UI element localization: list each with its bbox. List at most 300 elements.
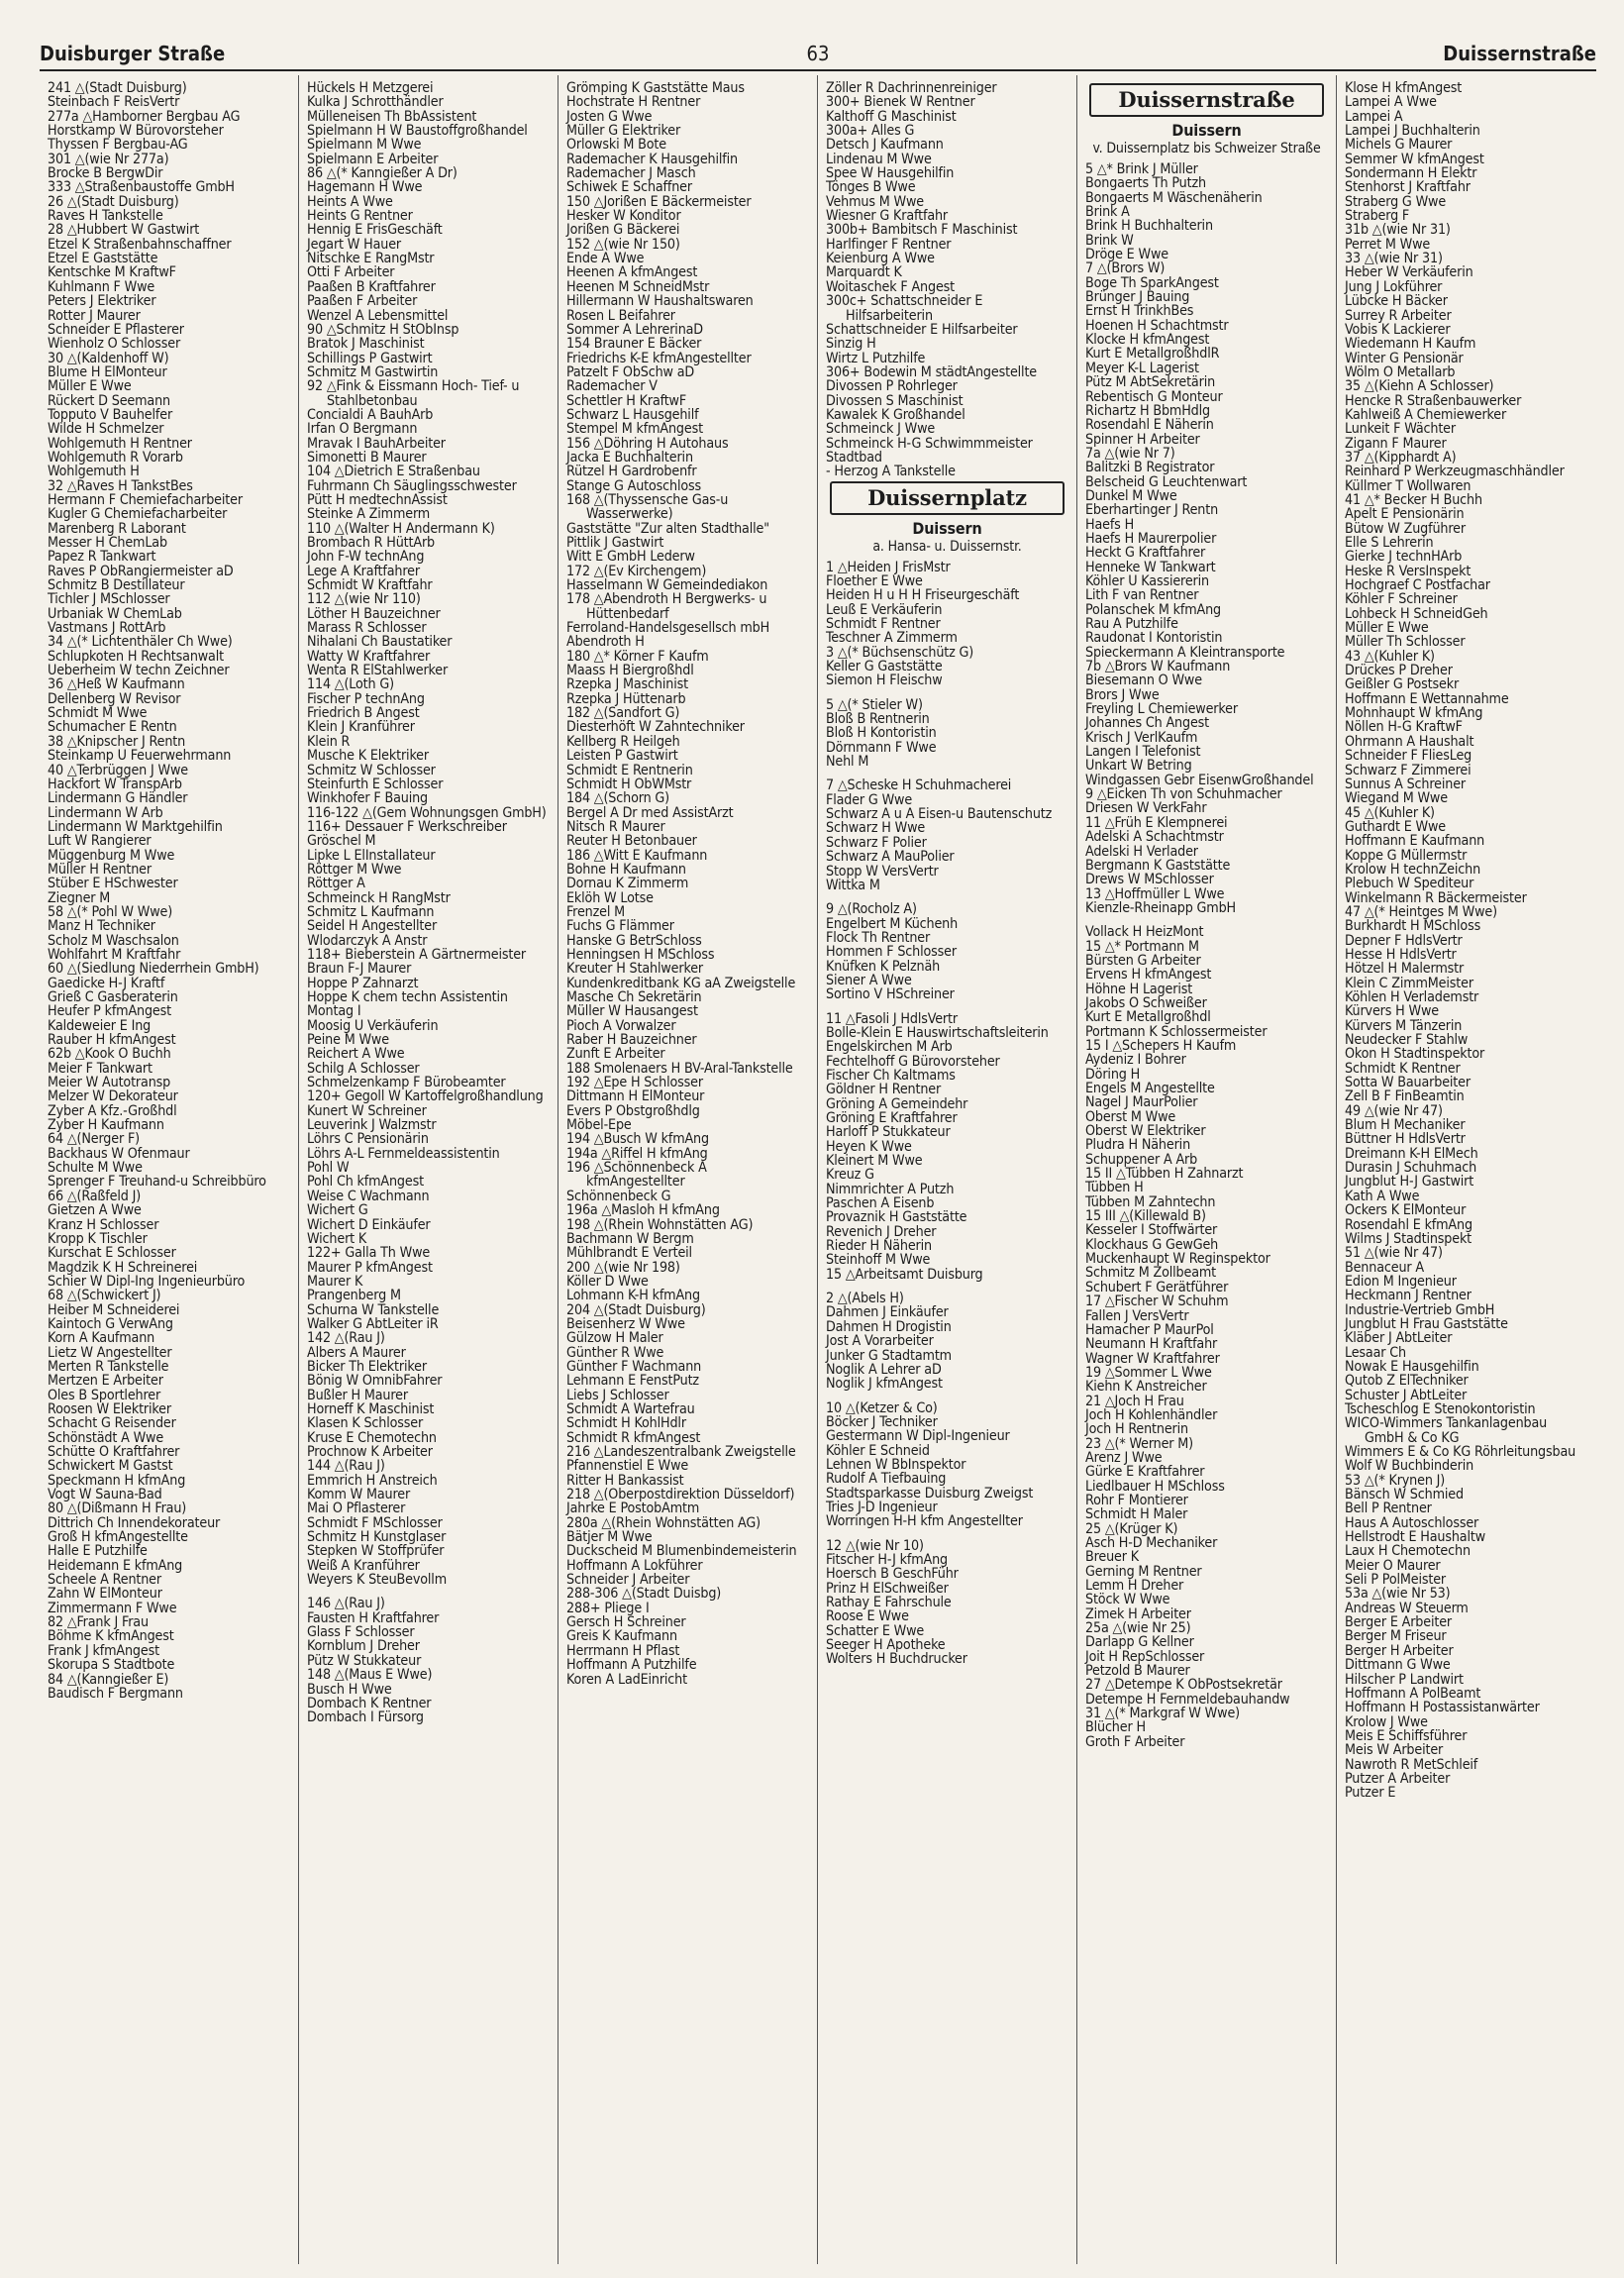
directory-entry: Guthardt E Wwe [1345,818,1446,835]
directory-entry: 301 △(wie Nr 277a) [48,151,169,167]
directory-entry: 32 △Raves H TankstBes [48,477,193,494]
directory-entry: Revenich J Dreher [826,1223,937,1240]
column-6 [1337,75,1596,2264]
directory-entry: Klein C ZimmMeister [1345,975,1473,991]
directory-entry: Fuhrmann Ch Säuglingsschwester [307,477,517,494]
directory-entry: Kawalek K Großhandel [826,406,965,423]
directory-entry: Blum H Mechaniker [1345,1117,1466,1134]
directory-entry: Stopp W VersVertr [826,863,939,880]
directory-entry: Vogt W Sauna-Bad [48,1487,162,1503]
directory-entry: Topputo V Bauhelfer [48,406,173,423]
street-route: a. Hansa- u. Duissernstr. [872,538,1022,555]
directory-entry: 7 △(Brors W) [1085,260,1166,277]
directory-entry: Kiehn K Anstreicher [1085,1379,1207,1396]
directory-entry: Frenzel M [566,903,626,920]
directory-entry: Hamacher P MaurPol [1085,1321,1214,1338]
directory-entry: Belscheid G Leuchtenwart [1085,473,1248,490]
directory-entry: Hasselmann W Gemeindediakon [566,577,768,594]
directory-entry: Boge Th SparkAngest [1085,274,1219,291]
directory-entry: 144 △(Rau J) [307,1458,385,1475]
directory-entry: Jahrke E PostobAmtm [566,1501,700,1517]
directory-entry: Kunert W Schreiner [307,1102,427,1119]
directory-entry: Wienholz O Schlosser [48,336,181,353]
directory-entry: Lietz W Angestellter [48,1344,172,1361]
directory-entry: Wiesner G Kraftfahr [826,208,949,225]
directory-entry: Flock Th Rentner [826,929,931,946]
directory-entry: 31b △(wie Nr 31) [1345,222,1451,239]
directory-entry: Heckt G Kraftfahrer [1085,545,1206,562]
directory-entry: Oles B Sportlehrer [48,1387,161,1403]
directory-entry: 58 △(* Pohl W Wwe) [48,903,173,920]
directory-entry: Heber W Verkäuferin [1345,264,1473,281]
directory-entry: Hackfort W TranspArb [48,776,182,792]
directory-entry: Lege A Kraftfahrer [307,563,420,579]
directory-entry: Ohrmann A Haushalt [1345,733,1474,750]
directory-entry: Nawroth R MetSchleif [1345,1756,1478,1773]
directory-entry: Koren A LadEinricht [566,1671,687,1688]
directory-entry: Wohlgemuth H [48,464,140,480]
directory-entry: Hoffmann A Putzhilfe [566,1657,697,1674]
column-1 [40,75,299,2264]
directory-entry: Michels G Maurer [1345,137,1453,154]
directory-entry: Steinfurth E Schlosser [307,776,444,792]
directory-entry: Wölm O Metallarb [1345,363,1456,380]
directory-entry: Hötzel H Malermstr [1345,961,1465,978]
directory-entry: Schmidt F Rentner [826,616,941,632]
directory-entry: Grömping K Gaststätte Maus [566,80,745,96]
directory-entry: Roose E Wwe [826,1608,909,1625]
directory-entry: Messer H ChemLab [48,535,167,551]
directory-entry: 168 △(Thyssensche Gas-u Wasserwerke) [566,491,729,523]
directory-entry: Mravak I BauhArbeiter [307,435,446,452]
directory-entry: Wolters H Buchdrucker [826,1651,967,1668]
directory-entry: Berger H Arbeiter [1345,1642,1454,1659]
directory-entry: Straberg F [1345,208,1410,225]
directory-entry: 12 △(wie Nr 10) [826,1537,924,1554]
directory-entry: Bratok J Maschinist [307,336,425,353]
directory-entry: Spielmann M Wwe [307,137,422,154]
directory-entry: Keienburg A Wwe [826,251,935,267]
directory-entry: Seeger H Apotheke [826,1637,946,1654]
directory-entry: Schuppener A Arb [1085,1151,1198,1168]
directory-entry: Jungblut H Frau Gaststätte [1345,1315,1508,1332]
directory-entry: 122+ Galla Th Wwe [307,1245,431,1262]
directory-entry: Weiß A Kranführer [307,1557,420,1574]
directory-entry: Rademacher V [566,378,658,395]
directory-entry: Lampei A [1345,108,1403,125]
directory-entry: Friedrichs K-E kfmAngestellter [566,350,752,366]
directory-entry: Ueberheim W techn Zeichner [48,663,230,679]
directory-entry: Meyer K-L Lagerist [1085,360,1199,376]
directory-entry: Biesemann O Wwe [1085,673,1202,689]
directory-entry: Weyers K SteuBevollm [307,1572,447,1589]
directory-entry: Bloß H Kontoristin [826,725,937,742]
directory-entry: Ervens H kfmAngest [1085,967,1212,984]
directory-entry: Okon H Stadtinspektor [1345,1046,1485,1063]
directory-entry: Detsch J Kaufmann [826,137,944,154]
directory-entry: Schütte O Kraftfahrer [48,1444,180,1460]
directory-entry: Mülleneisen Th BbAssistent [307,108,477,125]
directory-entry: Fausten H Kraftfahrer [307,1609,440,1626]
directory-entry: Woitaschek F Angest [826,278,956,295]
directory-entry: Müller G Elektriker [566,123,681,140]
directory-entry: 182 △(Sandfort G) [566,705,680,722]
directory-entry: 150 △Jorißen E Bäckermeister [566,193,752,210]
directory-entry: Lesaar Ch [1345,1344,1406,1361]
directory-entry: Bätjer M Wwe [566,1529,653,1546]
directory-entry: Etzel E Gaststätte [48,251,158,267]
directory-entry: Gierke J technHArb [1345,549,1463,566]
running-head [40,42,1596,69]
page-number: 63 [806,42,830,65]
directory-entry: Neumann H Kraftfahr [1085,1336,1218,1353]
directory-entry: Hagemann H Wwe [307,179,423,196]
directory-entry: Muckenhaupt W Reginspektor [1085,1251,1270,1268]
directory-entry: Schneider E Pflasterer [48,321,184,338]
directory-entry: 2 △(Abels H) [826,1291,904,1307]
column-4 [818,75,1077,2264]
directory-entry: 15 I △Schepers H Kaufm [1085,1037,1237,1054]
directory-entry: Gülzow H Maler [566,1330,663,1347]
directory-entry: Andreas W Steuerm [1345,1600,1469,1616]
directory-entry: Pittlik J Gastwirt [566,535,664,551]
directory-entry: Hochstrate H Rentner [566,94,701,111]
directory-entry: WICO-Wimmers Tankanlagenbau GmbH & Co KG [1345,1415,1548,1446]
directory-entry: Sondermann H Elektr [1345,165,1477,182]
directory-entry: Frank J kfmAngest [48,1642,159,1659]
directory-entry: Mertzen E Arbeiter [48,1373,163,1390]
directory-entry: Jorißen G Bäckerei [566,222,680,239]
directory-entry: 31 △(* Markgraf W Wwe) [1085,1706,1240,1722]
directory-entry: Hommen F Schlosser [826,944,957,961]
directory-entry: 178 △Abendroth H Bergwerks- u Hüttenbedarf [566,591,767,622]
directory-entry: 196 △Schönnenbeck A kfmAngestellter [566,1160,707,1191]
directory-entry: 11 △Früh E Klempnerei [1085,814,1228,831]
directory-entry: Müller Th Schlosser [1345,634,1466,651]
directory-entry: 40 △Terbrüggen J Wwe [48,762,188,778]
directory-entry: Kellberg R Heilgeh [566,733,680,750]
directory-entry: 53a △(wie Nr 53) [1345,1586,1451,1603]
directory-entry: 7 △Scheske H Schuhmacherei [826,777,1012,794]
directory-entry: Bohne H Kaufmann [566,861,686,878]
directory-entry: Montag I [307,1003,361,1020]
directory-entry: Kurschat E Schlosser [48,1245,176,1262]
directory-entry: Schilg A Schlosser [307,1060,420,1077]
directory-entry: 148 △(Maus E Wwe) [307,1667,433,1684]
directory-entry: Hoenen H Schachtmstr [1085,317,1229,334]
directory-entry: Dittrich Ch Innendekorateur [48,1514,221,1531]
directory-entry: Pütz M AbtSekretärin [1085,374,1216,391]
directory-entry: Schwickert M Gastst [48,1458,173,1475]
directory-entry: Köller D Wwe [566,1273,649,1290]
directory-entry: Hoffmann H Postassistanwärter [1345,1700,1540,1716]
directory-entry: Rzepka J Hüttenarb [566,690,686,707]
directory-entry: 142 △(Rau J) [307,1330,385,1347]
directory-entry: Schubert F Gerätführer [1085,1279,1229,1295]
directory-entry: Leisten P Gastwirt [566,748,678,765]
directory-entry: Hellstrodt E Haushaltw [1345,1529,1485,1546]
directory-entry: Adelski A Schachtmstr [1085,829,1224,846]
directory-entry: Wichert K [307,1230,367,1247]
directory-entry: Vastmans J RottArb [48,620,166,637]
directory-entry: Kranz H Schlosser [48,1216,159,1233]
directory-entry: 43 △(Kuhler K) [1345,648,1435,665]
directory-entry: Eberhartinger J Rentn [1085,502,1219,519]
directory-entry: Kentschke M KraftwF [48,264,176,281]
directory-entry: Duckscheid M Blumenbindemeisterin [566,1543,797,1560]
directory-entry: Schurna W Tankstelle [307,1301,440,1318]
directory-entry: Brocke B BergwDir [48,165,163,182]
directory-entry: Thyssen F Bergbau-AG [48,137,188,154]
directory-entry: Kaldeweier E Ing [48,1017,152,1034]
directory-entry: Eklöh W Lotse [566,889,654,906]
directory-entry: Balitzki B Registrator [1085,460,1215,476]
directory-entry: - Herzog A Tankstelle [826,464,956,480]
directory-entry: Stempel M kfmAngest [566,421,703,438]
directory-entry: Concialdi A BauhArb [307,406,434,423]
directory-entry: Schmitz H Kunstglaser [307,1529,447,1546]
directory-entry: Kugler G Chemiefacharbeiter [48,506,228,523]
directory-entry: Schmidt W Kraftfahr [307,577,433,594]
directory-entry: Kuhlmann F Wwe [48,278,155,295]
directory-entry: 34 △(* Lichtenthäler Ch Wwe) [48,634,233,651]
directory-entry: Müller E Wwe [1345,620,1429,637]
directory-entry: Kahlweiß A Chemiewerker [1345,406,1507,423]
district-name: Duissern [912,518,982,538]
directory-entry: 13 △Hoffmüller L Wwe [1085,885,1225,902]
directory-entry: Wichert D Einkäufer [307,1216,431,1233]
directory-entry: Rosendahl E Näherin [1085,417,1214,434]
directory-entry: Langen I Telefonist [1085,744,1201,761]
directory-entry: 23 △(* Werner M) [1085,1435,1194,1452]
directory-entry: Kath A Wwe [1345,1188,1420,1204]
directory-entry: Siener A Wwe [826,972,912,988]
directory-entry: Nehl M [826,754,869,771]
directory-entry: 25a △(wie Nr 25) [1085,1620,1191,1637]
directory-entry: Höhne H Lagerist [1085,981,1193,997]
directory-entry: Köhler E Schneid [826,1442,930,1459]
directory-entry: Pohl W [307,1160,350,1177]
directory-entry: Engelskirchen M Arb [826,1039,953,1056]
directory-entry: Heiber M Schneiderei [48,1301,180,1318]
directory-entry: Stange G Autoschloss [566,477,702,494]
directory-entry: Kornblum J Dreher [307,1638,420,1655]
directory-entry: Albers A Maurer [307,1344,406,1361]
directory-entry: Korn A Kaufmann [48,1330,155,1347]
directory-entry: Tönges B Wwe [826,179,916,196]
directory-entry: Pütz W Stukkateur [307,1652,422,1669]
directory-entry: Heidemann E kfmAng [48,1557,183,1574]
directory-entry: Schier W Dipl-Ing Ingenieurbüro [48,1273,246,1290]
directory-entry: Günther F Wachmann [566,1358,702,1375]
directory-entry: Qutob Z ElTechniker [1345,1373,1469,1390]
directory-entry: Klasen K Schlosser [307,1415,424,1432]
directory-entry: 196a △Masloh H kfmAng [566,1202,720,1219]
directory-entry: Winter G Pensionär [1345,350,1464,366]
directory-entry: Peters J Elektriker [48,293,156,310]
directory-entry: Luft W Rangierer [48,833,152,850]
directory-entry: Rademacher K Hausgehilfin [566,151,738,167]
header-rule [40,69,1596,71]
directory-entry: Schmidt H Maler [1085,1506,1188,1523]
directory-entry: Marass R Schlosser [307,620,427,637]
directory-entry: 66 △(Raßfeld J) [48,1188,142,1204]
directory-entry: 27 △Detempe K ObPostsekretär [1085,1677,1282,1694]
directory-entry: Polanschek M kfmAng [1085,601,1221,618]
directory-entry: Oberst W Elektriker [1085,1123,1206,1140]
directory-entry: Krolow J Wwe [1345,1713,1428,1730]
directory-entry: Floether E Wwe [826,572,923,589]
directory-entry: 25 △(Krüger K) [1085,1520,1178,1537]
directory-entry: Halle E Putzhilfe [48,1543,148,1560]
directory-entry: Unkart W Betring [1085,758,1192,775]
directory-entry: Herrmann H Pflast [566,1642,680,1659]
directory-entry: Röttger A [307,876,365,892]
directory-entry: Meis E Schiffsführer [1345,1727,1468,1744]
column-3 [558,75,818,2264]
directory-entry: Reichert A Wwe [307,1046,405,1063]
directory-entry: Hoffmann E Kaufmann [1345,833,1485,850]
directory-entry: Keller G Gaststätte [826,659,943,675]
directory-entry: Drückes P Dreher [1345,663,1453,679]
directory-entry: Friedrich B Angest [307,705,420,722]
directory-entry: Lehmann E FenstPutz [566,1373,699,1390]
directory-entry: 49 △(wie Nr 47) [1345,1102,1443,1119]
directory-entry: Wenta R ElStahlwerker [307,663,449,679]
directory-entry: Jegart W Hauer [307,236,402,253]
directory-entry: Breuer K [1085,1549,1139,1566]
directory-entry: Schwarz L Hausgehilf [566,406,699,423]
directory-entry: Noglik A Lehrer aD [826,1361,942,1378]
directory-entry: Sinzig H [826,336,876,353]
directory-entry: Böcker J Techniker [826,1413,938,1430]
directory-entry: Winkelmann R Bäckermeister [1345,889,1527,906]
directory-entry: 17 △Fischer W Schuhm [1085,1294,1229,1310]
directory-entry: Lehnen W BbInspektor [826,1456,966,1473]
directory-entry: Hoffmann A Lokführer [566,1557,703,1574]
directory-entry: Mai O Pflasterer [307,1501,406,1517]
directory-entry: Schneider J Arbeiter [566,1572,690,1589]
directory-entry: Papez R Tankwart [48,549,156,566]
directory-entry: Böhme K kfmAngest [48,1628,174,1645]
directory-entry: Siemon H Fleischw [826,673,943,689]
directory-entry: Paschen A Eisenb [826,1195,935,1212]
directory-entry: Henneke W Tankwart [1085,559,1216,575]
directory-entry: 3 △(* Büchsenschütz G) [826,644,974,661]
directory-entry: Klein R [307,733,351,750]
directory-entry: Zimek H Arbeiter [1085,1605,1191,1622]
directory-entry: Bütow W Zugführer [1345,520,1466,537]
directory-entry: Ziegner M [48,889,111,906]
directory-entry: Schmidt K Rentner [1345,1060,1461,1077]
directory-entry: Hennig E FrisGeschäft [307,222,443,239]
directory-entry: 110 △(Walter H Andermann K) [307,520,495,537]
directory-entry: Straberg G Wwe [1345,193,1447,210]
directory-entry: 37 △(Kipphardt A) [1345,449,1457,466]
directory-entry: Schmitz M Zollbeamt [1085,1265,1217,1282]
directory-entry: Josten G Wwe [566,108,653,125]
directory-entry: 186 △Witt E Kaufmann [566,847,708,864]
directory-entry: Wilde H Schmelzer [48,421,164,438]
directory-entry: Perret M Wwe [1345,236,1431,253]
directory-entry: 300b+ Bambitsch F Maschinist [826,222,1018,239]
directory-entry: Johannes Ch Angest [1085,715,1210,732]
directory-entry: Bloß B Rentnerin [826,711,930,728]
directory-entry: Bänsch W Schmied [1345,1487,1464,1503]
directory-entry: Bongaerts M Wäschenäherin [1085,189,1263,206]
directory-entry: Spielmann H W Baustoffgroßhandel [307,123,528,140]
directory-entry: Raudonat I Kontoristin [1085,630,1223,647]
directory-entry: Wlodarczyk A Anstr [307,932,428,949]
directory-entry: Flader G Wwe [826,791,913,808]
directory-entry: 7a △(wie Nr 7) [1085,445,1175,462]
directory-entry: Heske R VersInspekt [1345,563,1472,579]
directory-entry: Steinke A Zimmerm [307,506,431,523]
directory-entry: 9 △(Rocholz A) [826,901,917,918]
directory-entry: Sommer A LehrerinaD [566,321,703,338]
directory-entry: Schiwek E Schaffner [566,179,692,196]
directory-entry: Magdzik K H Schreinerei [48,1259,198,1276]
directory-entry: Günther R Wwe [566,1344,664,1361]
directory-entry: Braun F-J Maurer [307,961,412,978]
directory-entry: 28 △Hubbert W Gastwirt [48,222,200,239]
directory-entry: Arenz J Wwe [1085,1449,1163,1466]
directory-entry: 62b △Kook O Buchh [48,1046,171,1063]
directory-entry: Sunnus A Schreiner [1345,776,1466,792]
directory-entry: Ende A Wwe [566,251,645,267]
directory-entry: Hoppe P Zahnarzt [307,975,419,991]
directory-entry: Pludra H Näherin [1085,1137,1191,1154]
directory-entry: 15 △* Portmann M [1085,938,1199,955]
directory-entry: Schmitz M Gastwirtin [307,363,439,380]
directory-entry: Bönig W OmnibFahrer [307,1373,443,1390]
directory-entry: Rauber H kfmAngest [48,1032,176,1049]
directory-entry: Rzepka J Maschinist [566,676,688,693]
directory-entry: Tübben M Zahntechn [1085,1193,1216,1210]
directory-entry: Kesseler I Stoffwärter [1085,1222,1218,1239]
directory-entry: Schmidt F MSchlosser [307,1514,443,1531]
directory-entry: Divossen P Rohrleger [826,378,958,395]
directory-entry: Rosen L Beifahrer [566,307,675,324]
directory-entry: Stadtbad [826,449,882,466]
directory-entry: Kürvers M Tänzerin [1345,1017,1463,1034]
directory-entry: Seli P PolMeister [1345,1572,1447,1589]
directory-entry: Kropp K Tischler [48,1230,148,1247]
directory-entry: Speckmann H kfmAng [48,1472,186,1489]
directory-entry: Kreuter H Stahlwerker [566,961,703,978]
directory-entry: Fallen J VersVertr [1085,1307,1189,1324]
directory-entry: 116-122 △(Gem Wohnungsgen GmbH) [307,804,547,821]
directory-entry: Kurt E MetallgroßhdlR [1085,346,1220,362]
directory-entry: 84 △(Kanngießer E) [48,1671,169,1688]
directory-entry: Asch H-D Mechaniker [1085,1535,1218,1551]
directory-entry: 146 △(Rau J) [307,1596,385,1612]
directory-entry: Meis W Arbeiter [1345,1742,1444,1759]
directory-entry: Busch H Wwe [307,1681,392,1698]
directory-entry: Zimmermann F Wwe [48,1600,177,1616]
directory-entry: Bennaceur A [1345,1259,1424,1276]
directory-entry: Gaststätte "Zur alten Stadthalle" [566,520,769,537]
directory-entry: Patzelt F ObSchw aD [566,363,695,380]
directory-entry: Geißler G Postsekr [1345,676,1460,693]
directory-entry: Lindenau M Wwe [826,151,932,167]
directory-entry: Rieder H Näherin [826,1238,932,1255]
directory-entry: Klose H kfmAngest [1345,80,1463,96]
directory-entry: Hückels H Metzgerei [307,80,434,96]
directory-entry: Fuchs G Flämmer [566,918,674,935]
directory-entry: Drews W MSchlosser [1085,872,1214,888]
directory-entry: Kleinert M Wwe [826,1153,923,1170]
